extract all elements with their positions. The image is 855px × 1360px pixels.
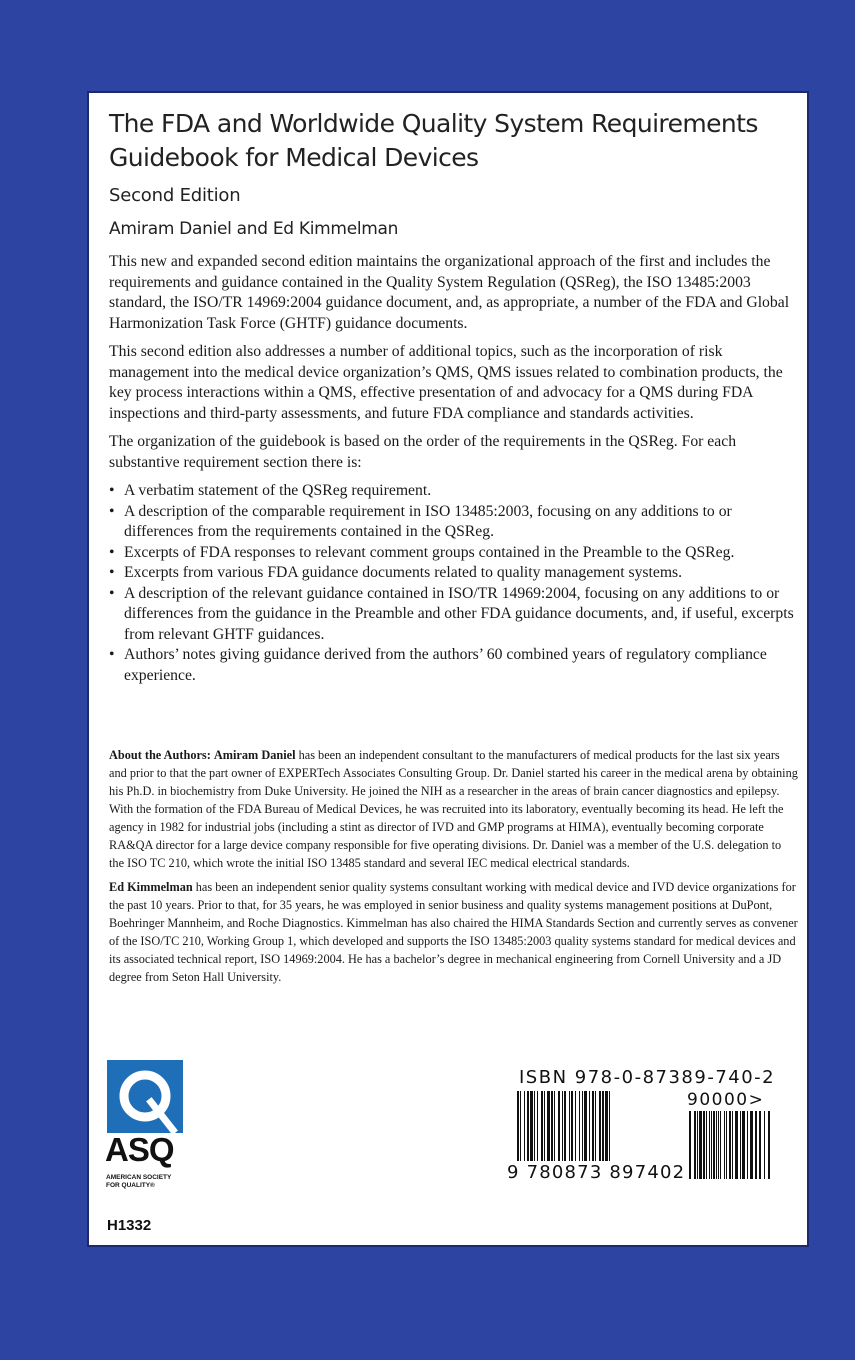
bullet-icon: • [109, 584, 115, 602]
feature-list-item: • Excerpts from various FDA guidance documents related to quality management systems. [109, 563, 799, 584]
feature-list [109, 481, 799, 686]
author-bios [109, 746, 799, 992]
product-code: H1332 [107, 1217, 152, 1234]
description-paragraph: This second edition also addresses a number of additional topics, such as the incorporation of risk management into the medical device organization’s QMS, QMS issues related to combination products, the key process interactions within a QMS, effective presentation of and advocacy for a QMS during FDA inspections and third-party assessments, and future FDA compliance and standards activities. [109, 343, 783, 422]
feature-list-item: • Authors’ notes giving guidance derived from the authors’ 60 combined years of regulatory compliance experience. [109, 646, 767, 684]
feature-list-item: • Excerpts of FDA responses to relevant comment groups contained in the Preamble to the QSReg. [109, 543, 799, 564]
asq-logo-icon [107, 1060, 183, 1133]
book-title: The FDA and Worldwide Quality System Requirements Guidebook for Medical Devices [109, 109, 758, 172]
bio-kimmelman: Ed Kimmelman has been an independent senior quality systems consultant working with medical device and IVD device organizations for the past 10 years. Prior to that, for 35 years, he was employed in senior business and quality systems management positions at DuPont, Boehringer Mannheim, and Roche Diagnostics. Kimmelman has also chaired the HIMA Standards Section and currently serves as convener of the ISO/TC 210, Working Group 1, which developed and supports the ISO 13485:2003 quality systems standard for medical devices and its associated technical report, ISO 14969:2004. He has a bachelor’s degree in mechanical engineering from Cornell University and a JD degree from Seton Hall University. [109, 880, 798, 984]
description-paragraph: The organization of the guidebook is based on the order of the requirements in the QSReg. For each substantive requirement section there is: [109, 433, 737, 471]
back-cover-panel [87, 91, 809, 1247]
feature-list-item: • A verbatim statement of the QSReg requirement. [109, 481, 799, 502]
feature-list-item: • A description of the relevant guidance contained in ISO/TR 14969:2004, focusing on any additions to or differences from the guidance in the Preamble and other FDA guidance documents, and, if useful, excerpts from relevant GHTF guidances. [109, 584, 794, 643]
bullet-icon: • [109, 543, 115, 561]
description-paragraph: This new and expanded second edition maintains the organizational approach of the first and includes the requirements and guidance contained in the Quality System Regulation (QSReg), the ISO 13485:2003 standard, the ISO/TR 14969:2004 guidance document, and, as appropriate, a number of the FDA and Global Harmonization Task Force (GHTF) guidance documents. [109, 253, 790, 332]
description [109, 252, 799, 686]
feature-list-item: • A description of the comparable requirement in ISO 13485:2003, focusing on any additions to or differences from the requirements contained in the QSReg. [109, 502, 732, 540]
bullet-icon: • [109, 502, 115, 520]
bullet-icon: • [109, 564, 115, 581]
publisher-full-name: AMERICAN SOCIETY FOR QUALITY® [106, 1174, 172, 1189]
bullet-icon: • [109, 646, 115, 663]
bullet-icon: • [109, 482, 115, 499]
book-edition: Second Edition [109, 185, 241, 206]
bio-daniel: About the Authors: Amiram Daniel has been an independent consultant to the manufacturers of medical products for the last six years and prior to that the part owner of EXPERTech Associates Consulting Group. Dr. Daniel started his career in the medical arena by obtaining his Ph.D. in biochemistry from Duke University. He joined the NIH as a researcher in the areas of brain cancer diagnostics and epilepsy. With the formation of the FDA Bureau of Medical Devices, he was recruited into its laboratory, eventually becoming its head. He left the agency in 1982 for industrial jobs (including a stint as director of IVD and GMP programs at HIMA), eventually becoming corporate RA&QA director for a large device company responsible for five operating divisions. Dr. Daniel was a member of the U.S. delegation to the ISO TC 210, which wrote the initial ISO 13485 standard and several IEC medical electrical standards. [109, 748, 798, 870]
barcode-digits: 9 780873 897402 [507, 1162, 686, 1183]
book-authors: Amiram Daniel and Ed Kimmelman [109, 219, 399, 239]
publisher-name: ASQ [105, 1131, 174, 1168]
isbn-label: ISBN 978-0-87389-740-2 [519, 1067, 776, 1088]
isbn-addon: 90000> [687, 1090, 765, 1110]
